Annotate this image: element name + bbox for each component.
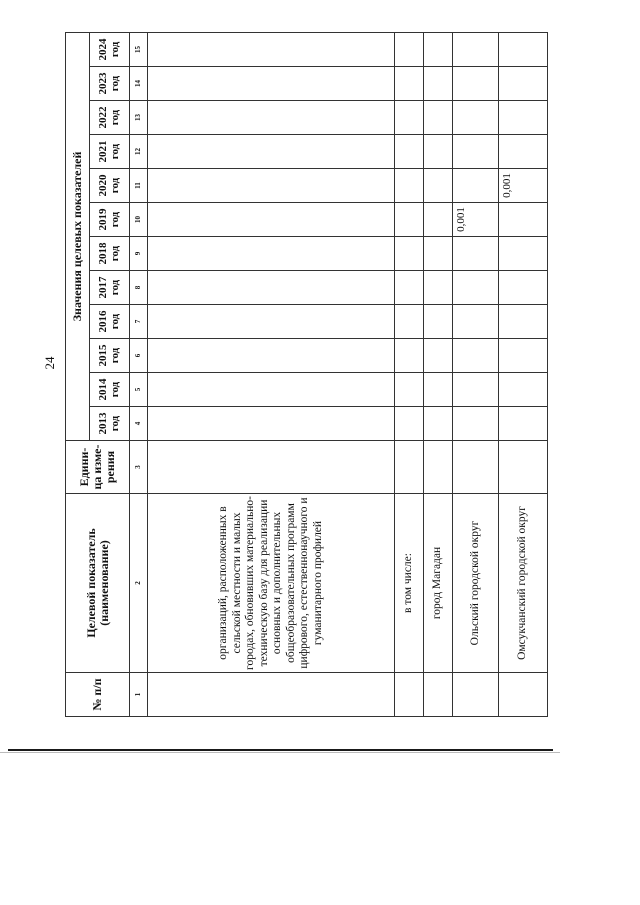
row-unit xyxy=(148,441,394,494)
row-value xyxy=(394,32,423,66)
scan-border-line xyxy=(8,749,553,751)
col-number: 4 xyxy=(130,407,148,441)
page-number: 24 xyxy=(42,356,57,370)
row-unit xyxy=(394,441,423,494)
row-unit xyxy=(498,441,547,494)
row-no xyxy=(498,673,547,717)
row-value xyxy=(452,32,498,66)
row-no xyxy=(452,673,498,717)
row-value xyxy=(452,135,498,169)
col-number: 13 xyxy=(130,101,148,135)
col-number: 5 xyxy=(130,373,148,407)
row-value xyxy=(394,169,423,203)
col-number: 3 xyxy=(130,441,148,494)
year-2019: 2019 год xyxy=(89,203,130,237)
col-number: 12 xyxy=(130,135,148,169)
row-value xyxy=(423,339,452,373)
row-no xyxy=(394,673,423,717)
row-value xyxy=(148,305,394,339)
row-value xyxy=(148,237,394,271)
header-values: Значения целевых показателей xyxy=(66,32,90,440)
row-value xyxy=(498,305,547,339)
row-value xyxy=(452,373,498,407)
row-name: Омсукчанский городской округ xyxy=(498,494,547,673)
row-value xyxy=(148,135,394,169)
row-name: организаций, расположенных в сельской местности и малых городах, обновивших материально-техническую базу для реализации основных и дополнительных общеобразовательных программ цифрового, естественнонаучного и гуманитарного профилей xyxy=(148,494,394,673)
row-value xyxy=(148,271,394,305)
target-indicators-table xyxy=(65,32,548,717)
col-number: 7 xyxy=(130,305,148,339)
year-2015: 2015 год xyxy=(89,339,130,373)
col-number: 8 xyxy=(130,271,148,305)
row-value xyxy=(394,407,423,441)
col-number: 14 xyxy=(130,67,148,101)
row-value: 0,001 xyxy=(452,203,498,237)
table-row xyxy=(452,32,498,716)
row-value: 0,001 xyxy=(498,169,547,203)
row-value xyxy=(394,203,423,237)
row-value xyxy=(148,32,394,66)
year-2024: 2024 год xyxy=(89,32,130,66)
row-value xyxy=(423,407,452,441)
row-value xyxy=(394,305,423,339)
row-value xyxy=(498,203,547,237)
header-row-numbers xyxy=(130,32,148,716)
row-value xyxy=(148,407,394,441)
table-row xyxy=(394,32,423,716)
row-value xyxy=(498,271,547,305)
header-no: № п/п xyxy=(66,673,130,717)
row-value xyxy=(498,67,547,101)
header-row-1 xyxy=(66,32,90,716)
rotated-table-wrapper xyxy=(65,37,548,717)
table-row xyxy=(423,32,452,716)
table-row xyxy=(148,32,394,716)
row-value xyxy=(498,32,547,66)
row-value xyxy=(148,169,394,203)
col-number: 6 xyxy=(130,339,148,373)
row-value xyxy=(423,169,452,203)
row-value xyxy=(148,339,394,373)
row-value xyxy=(498,101,547,135)
col-number: 2 xyxy=(130,494,148,673)
row-value xyxy=(394,101,423,135)
year-2017: 2017 год xyxy=(89,271,130,305)
year-2023: 2023 год xyxy=(89,67,130,101)
row-value xyxy=(423,203,452,237)
row-unit xyxy=(423,441,452,494)
col-number: 1 xyxy=(130,673,148,717)
row-value xyxy=(423,67,452,101)
row-value xyxy=(452,271,498,305)
row-value xyxy=(423,271,452,305)
table-row xyxy=(498,32,547,716)
row-value xyxy=(148,203,394,237)
row-value xyxy=(423,373,452,407)
row-value xyxy=(498,237,547,271)
header-unit: Едини-ца изме-рения xyxy=(66,441,130,494)
row-value xyxy=(423,237,452,271)
row-value xyxy=(452,67,498,101)
row-no xyxy=(423,673,452,717)
row-value xyxy=(148,101,394,135)
row-value xyxy=(452,305,498,339)
row-value xyxy=(423,135,452,169)
year-2013: 2013 год xyxy=(89,407,130,441)
scan-border-line-thin xyxy=(0,752,560,753)
row-value xyxy=(452,407,498,441)
row-value xyxy=(452,339,498,373)
row-value xyxy=(394,237,423,271)
row-value xyxy=(452,169,498,203)
year-2021: 2021 год xyxy=(89,135,130,169)
row-value xyxy=(498,135,547,169)
row-value xyxy=(452,101,498,135)
row-value xyxy=(452,237,498,271)
year-2020: 2020 год xyxy=(89,169,130,203)
col-number: 9 xyxy=(130,237,148,271)
row-no xyxy=(148,673,394,717)
header-name: Целевой показатель (наименование) xyxy=(66,494,130,673)
row-value xyxy=(148,373,394,407)
col-number: 11 xyxy=(130,169,148,203)
row-value xyxy=(498,339,547,373)
row-value xyxy=(394,135,423,169)
row-value xyxy=(148,67,394,101)
row-unit xyxy=(452,441,498,494)
row-value xyxy=(394,67,423,101)
year-2018: 2018 год xyxy=(89,237,130,271)
row-name: в том числе: xyxy=(394,494,423,673)
row-value xyxy=(498,373,547,407)
row-value xyxy=(394,339,423,373)
row-name: город Магадан xyxy=(423,494,452,673)
year-2016: 2016 год xyxy=(89,305,130,339)
row-name: Ольский городской округ xyxy=(452,494,498,673)
year-2022: 2022 год xyxy=(89,101,130,135)
row-value xyxy=(498,407,547,441)
row-value xyxy=(394,373,423,407)
col-number: 10 xyxy=(130,203,148,237)
col-number: 15 xyxy=(130,32,148,66)
row-value xyxy=(423,305,452,339)
row-value xyxy=(423,32,452,66)
row-value xyxy=(394,271,423,305)
year-2014: 2014 год xyxy=(89,373,130,407)
row-value xyxy=(423,101,452,135)
